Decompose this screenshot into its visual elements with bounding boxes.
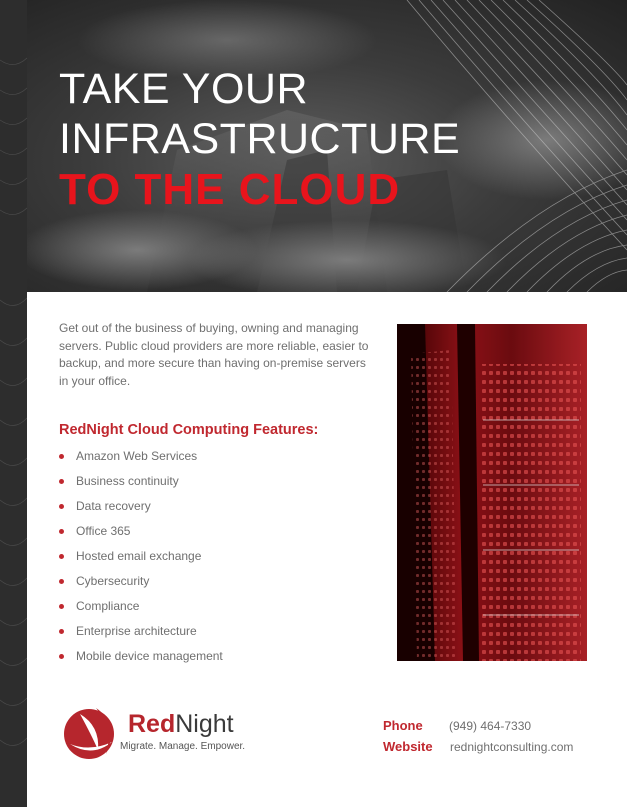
list-item: Mobile device management (59, 647, 223, 672)
list-item: Office 365 (59, 522, 223, 547)
bullet-icon (59, 604, 64, 609)
features-heading: RedNight Cloud Computing Features: (59, 422, 319, 438)
bullet-icon (59, 479, 64, 484)
bullet-icon (59, 454, 64, 459)
left-decorative-strip (0, 0, 27, 807)
bullet-icon (59, 554, 64, 559)
phone-label: Phone (383, 718, 423, 733)
list-item: Data recovery (59, 497, 223, 522)
bullet-icon (59, 529, 64, 534)
bullet-icon (59, 579, 64, 584)
list-item: Hosted email exchange (59, 547, 223, 572)
contact-info (383, 717, 573, 759)
list-item: Enterprise architecture (59, 622, 223, 647)
hero-title-line-2: INFRASTRUCTURE (59, 115, 461, 163)
hero-banner (27, 0, 627, 292)
contact-phone-row (383, 717, 573, 738)
phone-number[interactable]: (949) 464-7330 (449, 719, 532, 733)
server-rack-image (397, 324, 587, 661)
bullet-icon (59, 654, 64, 659)
hero-title-accent: TO THE CLOUD (59, 165, 401, 214)
features-list (59, 447, 223, 672)
logo-wordmark: RedNight (128, 710, 234, 738)
list-item: Cybersecurity (59, 572, 223, 597)
rednight-logo (62, 702, 262, 762)
website-link[interactable]: rednightconsulting.com (450, 740, 574, 754)
list-item: Business continuity (59, 472, 223, 497)
list-item: Compliance (59, 597, 223, 622)
intro-paragraph: Get out of the business of buying, owning and managing servers. Public cloud providers are more reliable, easier to backup, and more secure than having on-premise servers in your office. (59, 321, 369, 388)
logo-tagline: Migrate. Manage. Empower. (120, 741, 246, 752)
list-item: Amazon Web Services (59, 447, 223, 472)
hero-title-line-1: TAKE YOUR (59, 65, 309, 113)
contact-website-row (383, 738, 573, 759)
hero-title (59, 64, 460, 216)
bullet-icon (59, 629, 64, 634)
bullet-icon (59, 504, 64, 509)
rednight-sailboat-icon (62, 702, 122, 762)
website-label: Website (383, 739, 433, 754)
